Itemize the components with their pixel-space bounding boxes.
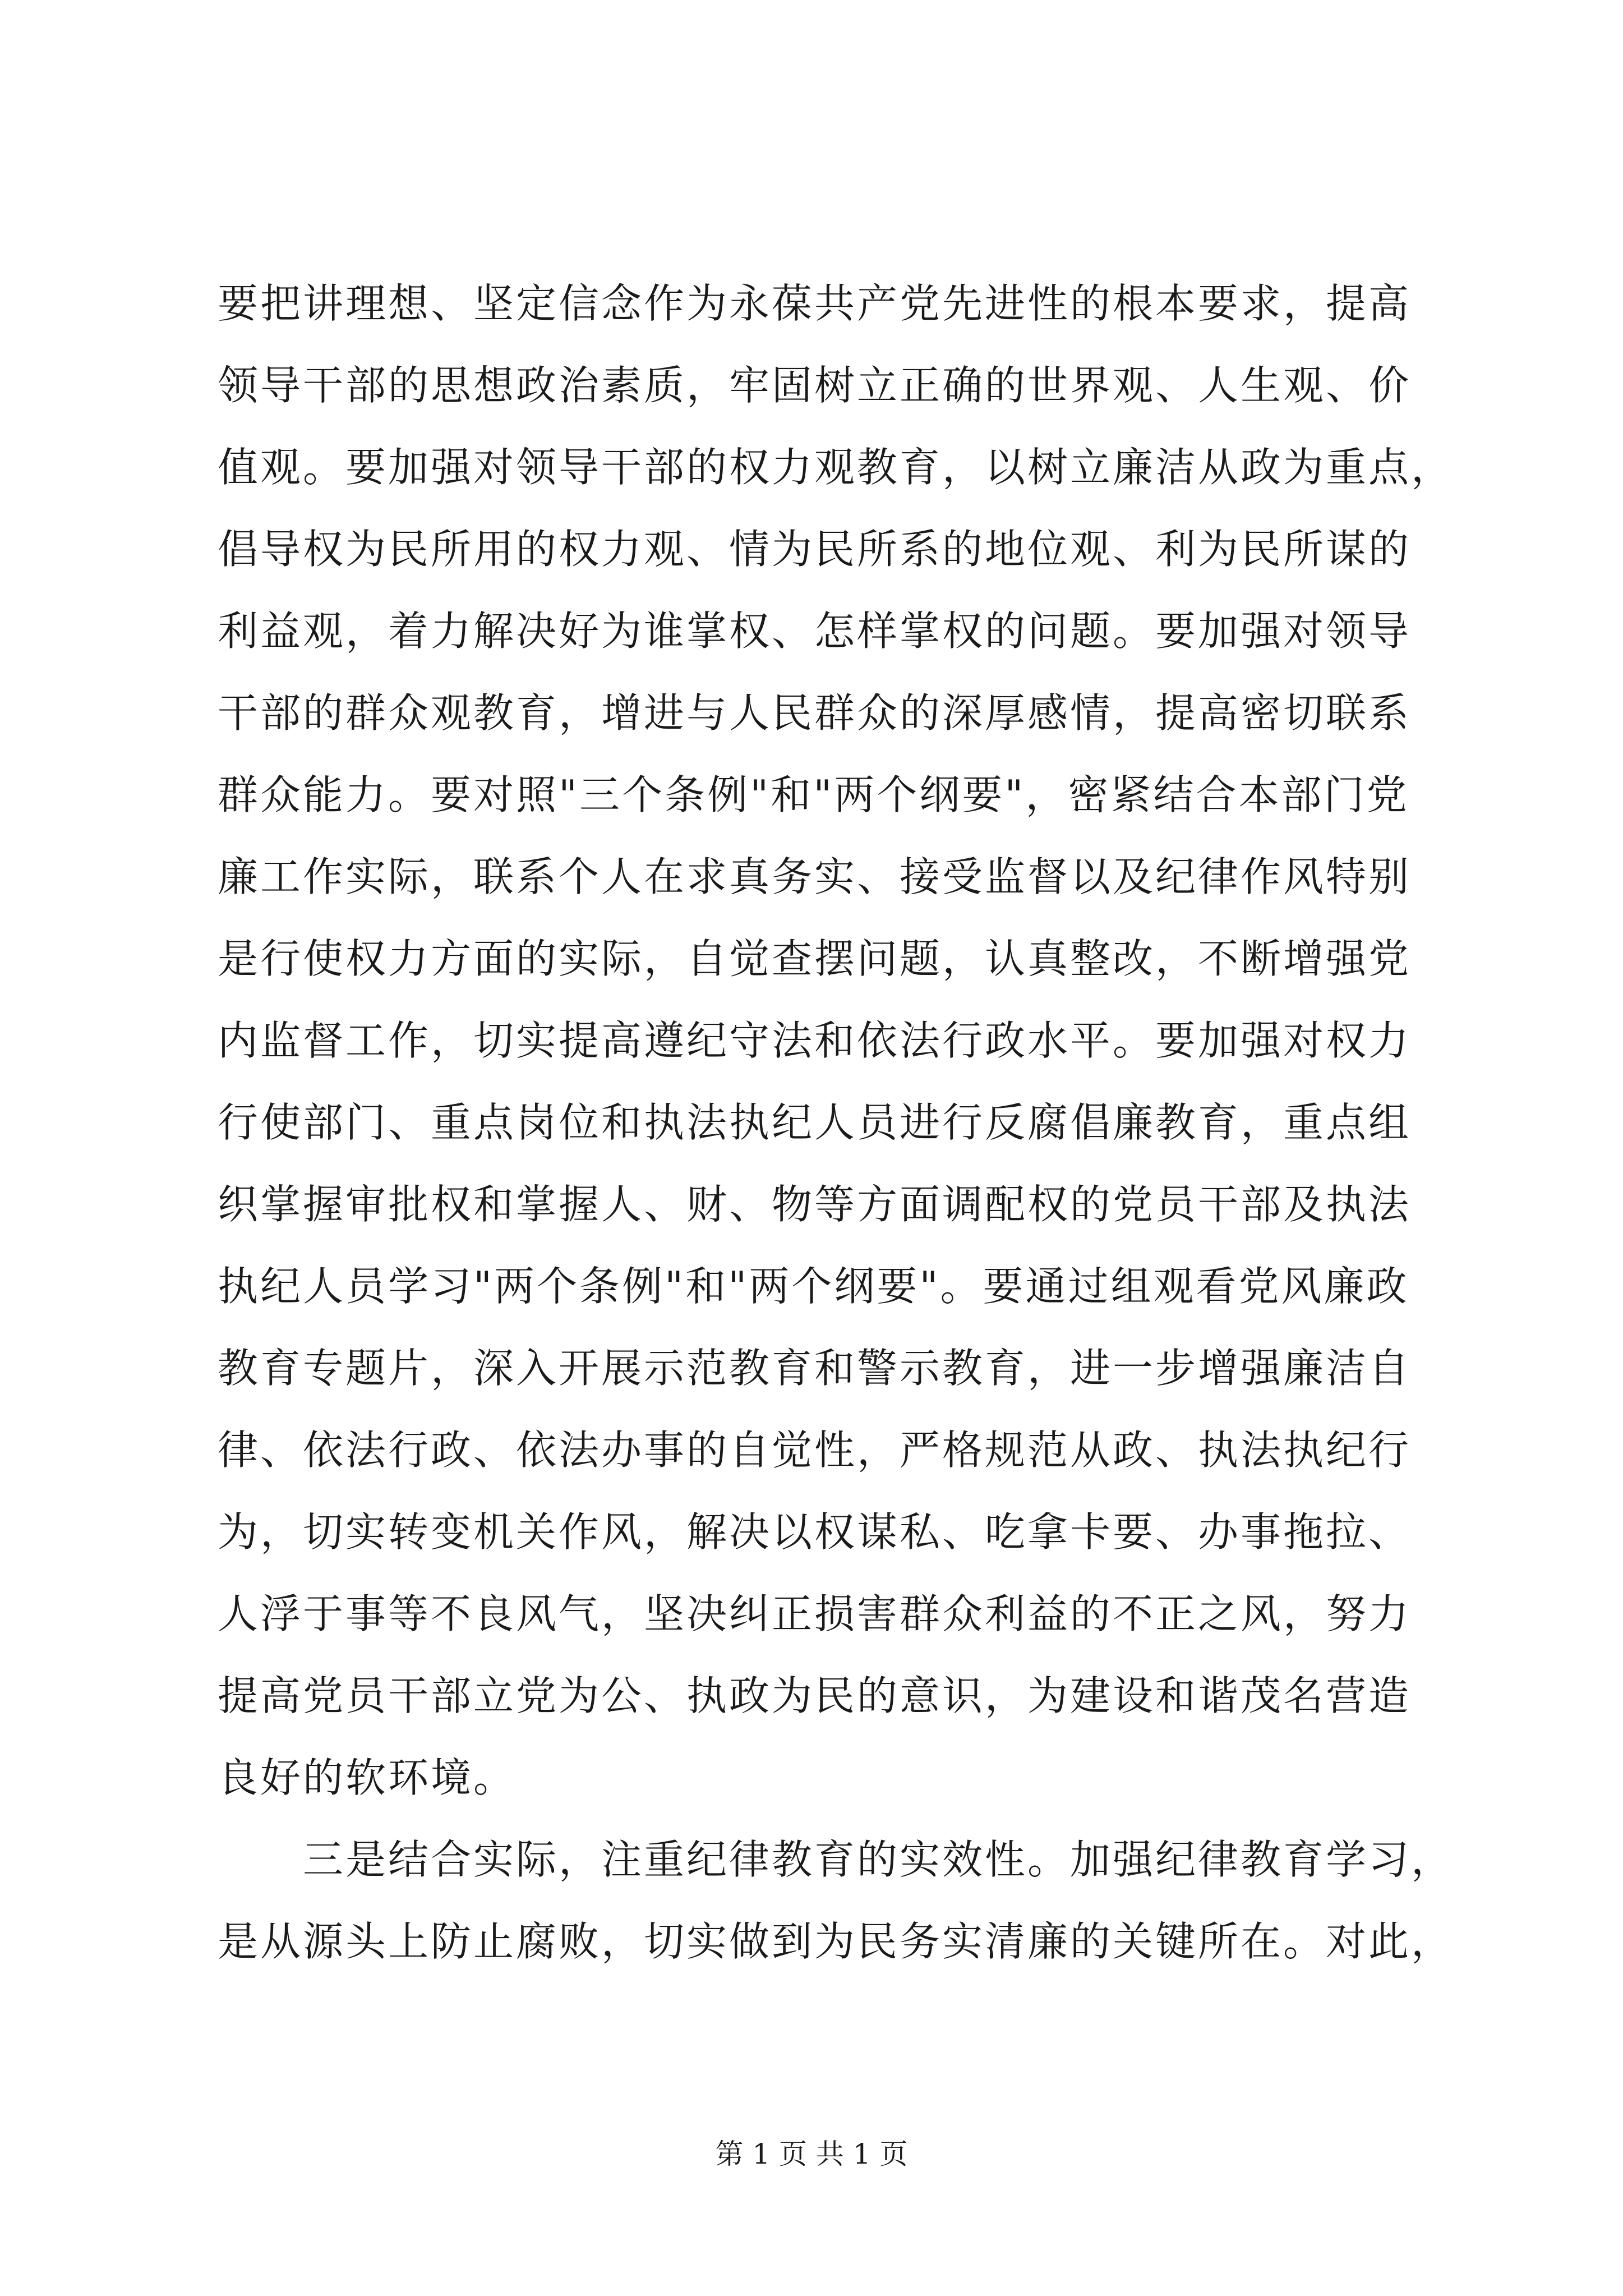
text-line: 群众能力。要对照"三个条例"和"两个纲要"，密紧结合本部门党 — [218, 771, 1409, 818]
text-line: 是行使权力方面的实际，自觉查摆问题，认真整改，不断增强党 — [218, 935, 1412, 982]
text-line: 执纪人员学习"两个条例"和"两个纲要"。要通过组观看党风廉政 — [218, 1263, 1409, 1310]
text-line: 织掌握审批权和掌握人、财、物等方面调配权的党员干部及执法 — [218, 1181, 1412, 1228]
text-line: 人浮于事等不良风气，坚决纠正损害群众利益的不正之风，努力 — [218, 1590, 1412, 1637]
text-line: 为，切实转变机关作风，解决以权谋私、吃拿卡要、办事拖拉、 — [218, 1508, 1412, 1556]
text-line: 提高党员干部立党为公、执政为民的意识，为建设和谐茂名营造 — [218, 1672, 1412, 1719]
text-line: 廉工作实际，联系个人在求真务实、接受监督以及纪律作风特别 — [218, 853, 1412, 900]
paragraph-start-line: 三是结合实际，注重纪律教育的实效性。加强纪律教育学习， — [218, 1836, 1454, 1883]
text-line: 教育专题片，深入开展示范教育和警示教育，进一步增强廉洁自 — [218, 1345, 1412, 1392]
text-line: 良好的软环境。 — [218, 1754, 517, 1801]
text-line: 利益观，着力解决好为谁掌权、怎样掌权的问题。要加强对领导 — [218, 608, 1412, 655]
text-line: 领导干部的思想政治素质，牢固树立正确的世界观、人生观、价 — [218, 362, 1412, 409]
text-line: 内监督工作，切实提高遵纪守法和依法行政水平。要加强对权力 — [218, 1017, 1412, 1064]
text-line: 倡导权为民所用的权力观、情为民所系的地位观、利为民所谋的 — [218, 526, 1412, 573]
text-line: 是从源头上防止腐败，切实做到为民务实清廉的关键所在。对此， — [218, 1918, 1454, 1965]
body-text — [218, 263, 1454, 1982]
text-line: 行使部门、重点岗位和执法执纪人员进行反腐倡廉教育，重点组 — [218, 1099, 1412, 1146]
text-line: 要把讲理想、坚定信念作为永葆共产党先进性的根本要求，提高 — [218, 280, 1412, 327]
text-line: 值观。要加强对领导干部的权力观教育，以树立廉洁从政为重点， — [218, 444, 1454, 491]
page-footer — [0, 2132, 1623, 2177]
text-line: 干部的群众观教育，增进与人民群众的深厚感情，提高密切联系 — [218, 689, 1412, 737]
text-line: 律、依法行政、依法办事的自觉性，严格规范从政、执法执纪行 — [218, 1427, 1412, 1474]
page-number-label: 第 1 页 共 1 页 — [715, 2138, 908, 2170]
